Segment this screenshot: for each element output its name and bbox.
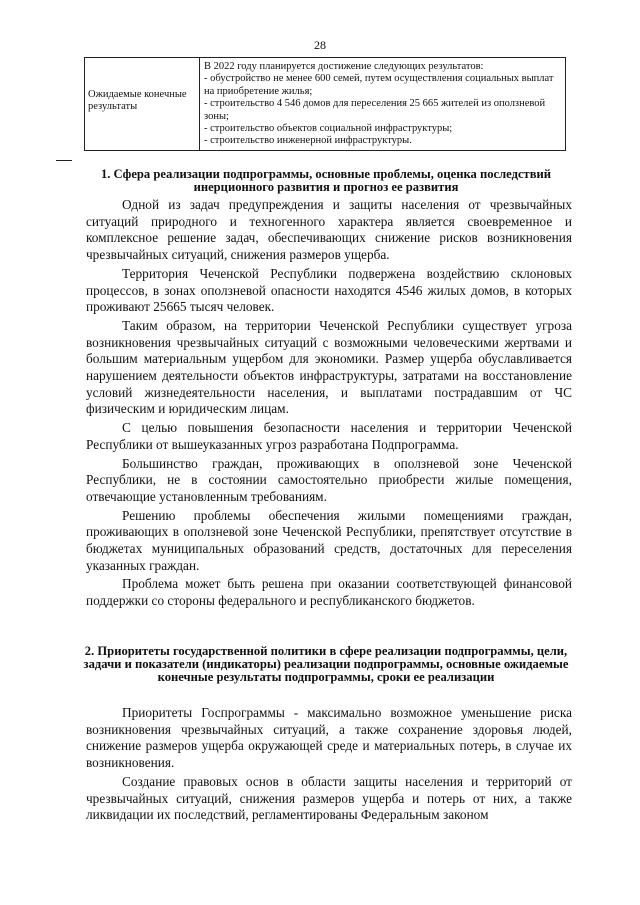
- paragraph: Таким образом, на территории Чеченской Республики существует угроза возникновения чрезвычайных ситуаций с возможными человеческими жертвами и большим материальным ущербом для экономики. Размер ущерба обуславливается нарушением деятельности объектов инфраструктуры, затратами на восстановление условий жизнедеятельности населения, и выплатами пострадавшим от ЧС физическим и юридическим лицам.: [86, 317, 572, 417]
- results-content-cell: [200, 58, 566, 151]
- results-label-cell: Ожидаемые конечные результаты: [85, 58, 200, 151]
- result-item: - обустройство не менее 600 семей, путем осуществления социальных выплат на приобретение жилья;: [204, 73, 554, 97]
- expected-results-table: [84, 57, 566, 151]
- paragraph: Одной из задач предупреждения и защиты населения от чрезвычайных ситуаций природного и техногенного характера является своевременное и комплексное решение задач, обеспечивающих снижение рисков возникновения чрезвычайных ситуаций, снижения размеров ущерба.: [86, 197, 572, 263]
- paragraph: С целью повышения безопасности населения и территории Чеченской Республики от вышеуказанных угроз разработана Подпрограмма.: [86, 420, 572, 452]
- separator-line: [56, 160, 72, 161]
- section-1-body: [86, 197, 572, 612]
- paragraph: Проблема может быть решена при оказании соответствующей финансовой поддержки со стороны федерального и республиканского бюджетов.: [86, 576, 572, 609]
- section-2-body: [86, 705, 572, 826]
- page-number: 28: [314, 38, 326, 52]
- paragraph: Большинство граждан, проживающих в оползневой зоне Чеченской Республики, не в состоянии самостоятельно приобрести жилые помещения, отвечающие установленным требованиям.: [86, 455, 572, 504]
- section-1-heading: 1. Сфера реализации подпрограммы, основные проблемы, оценка последствий инерционного развития и прогноз ее развития: [100, 167, 552, 194]
- result-item: - строительство 4 546 домов для переселения 25 665 жителей из оползневой зоны;: [204, 98, 546, 122]
- paragraph: Приоритеты Госпрограммы - максимально возможное уменьшение риска возникновения чрезвычайных ситуаций, а также сохранение здоровья людей, снижение размеров ущерба окружающей среде и материальных потерь, в случае их возникновения.: [86, 705, 572, 771]
- result-item: - строительство объектов социальной инфраструктуры;: [204, 123, 453, 135]
- result-item: - строительство инженерной инфраструктуры.: [204, 135, 412, 147]
- table-row: [85, 58, 566, 151]
- results-intro: В 2022 году планируется достижение следующих результатов:: [204, 61, 484, 72]
- paragraph: Решению проблемы обеспечения жилыми помещениями граждан, проживающих в оползневой зоне Чеченской Республики, препятствует отсутствие в бюджетах муниципальных образований средств, достаточных для переселения указанных граждан.: [86, 507, 572, 573]
- section-2-heading: 2. Приоритеты государственной политики в сфере реализации подпрограммы, цели, задачи и показатели (индикаторы) реализации подпрограммы, основные ожидаемые конечные результаты подпрограммы, сроки ее реализации: [83, 644, 569, 684]
- paragraph: Создание правовых основ в области защиты населения и территорий от чрезвычайных ситуаций, снижения размеров ущерба и потерь от них, а также ликвидации их последствий, регламентированы Федеральным законом: [86, 773, 572, 823]
- paragraph: Территория Чеченской Республики подвержена воздействию склоновых процессов, в зонах оползневой опасности находятся 4546 жилых домов, в которых проживают 25665 тысяч человек.: [86, 265, 572, 315]
